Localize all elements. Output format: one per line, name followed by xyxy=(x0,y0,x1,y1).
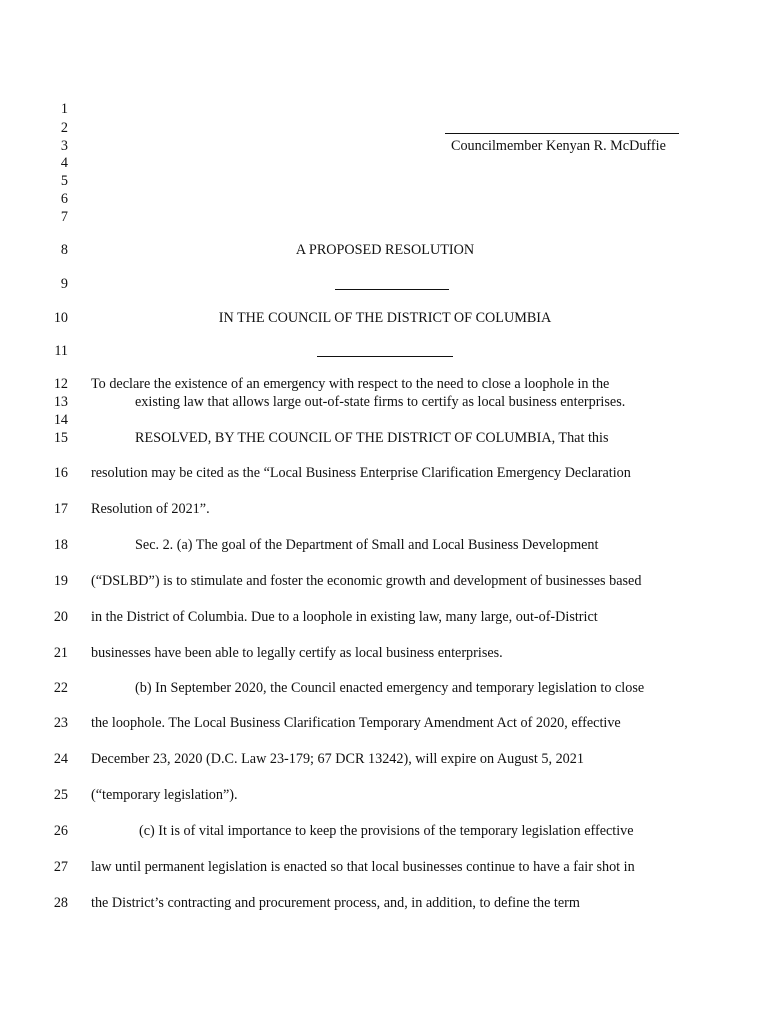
line-number: 6 xyxy=(60,191,68,207)
line-number: 23 xyxy=(53,715,68,731)
sponsor-name: Councilmember Kenyan R. McDuffie xyxy=(451,138,666,154)
heading-rule xyxy=(335,289,449,290)
council-heading: IN THE COUNCIL OF THE DISTRICT OF COLUMBIA xyxy=(218,310,552,326)
long-title-line: To declare the existence of an emergency with respect to the need to close a loophole in the xyxy=(91,376,610,392)
line-number: 10 xyxy=(53,310,68,326)
body-line: law until permanent legislation is enacted so that local businesses continue to have a fair shot in xyxy=(91,859,635,875)
line-number: 24 xyxy=(53,751,68,767)
body-line: businesses have been able to legally certify as local business enterprises. xyxy=(91,645,503,661)
line-number: 20 xyxy=(53,609,68,625)
body-line: December 23, 2020 (D.C. Law 23-179; 67 DCR 13242), will expire on August 5, 2021 xyxy=(91,751,584,767)
body-line: Resolution of 2021”. xyxy=(91,501,210,517)
signature-line xyxy=(445,133,679,134)
line-number: 13 xyxy=(53,394,68,410)
body-line: (b) In September 2020, the Council enacted emergency and temporary legislation to close xyxy=(135,680,645,696)
line-number: 7 xyxy=(60,209,68,225)
council-rule xyxy=(317,356,453,357)
body-line: resolution may be cited as the “Local Business Enterprise Clarification Emergency Declaration xyxy=(91,465,631,481)
line-number: 4 xyxy=(60,155,68,171)
line-number: 27 xyxy=(53,859,68,875)
line-number: 14 xyxy=(53,412,68,428)
body-line: RESOLVED, BY THE COUNCIL OF THE DISTRICT OF COLUMBIA, That this xyxy=(135,430,609,446)
body-line: in the District of Columbia. Due to a loophole in existing law, many large, out-of-District xyxy=(91,609,598,625)
resolution-heading: A PROPOSED RESOLUTION xyxy=(295,242,475,258)
line-number: 26 xyxy=(53,823,68,839)
line-number: 21 xyxy=(53,645,68,661)
line-number: 19 xyxy=(53,573,68,589)
line-number: 22 xyxy=(53,680,68,696)
body-line: (“temporary legislation”). xyxy=(91,787,238,803)
body-line: the District’s contracting and procurement process, and, in addition, to define the term xyxy=(91,895,580,911)
line-number: 18 xyxy=(53,537,68,553)
line-number: 8 xyxy=(60,242,68,258)
line-number: 2 xyxy=(60,120,68,136)
line-number: 28 xyxy=(53,895,68,911)
line-number: 9 xyxy=(60,276,68,292)
line-number: 1 xyxy=(60,101,68,117)
line-number: 11 xyxy=(54,343,68,359)
long-title-line: existing law that allows large out-of-state firms to certify as local business enterprises. xyxy=(135,394,626,410)
line-number: 25 xyxy=(53,787,68,803)
line-number: 3 xyxy=(60,138,68,154)
body-line: Sec. 2. (a) The goal of the Department of Small and Local Business Development xyxy=(135,537,599,553)
body-line: the loophole. The Local Business Clarification Temporary Amendment Act of 2020, effective xyxy=(91,715,621,731)
line-number: 5 xyxy=(60,173,68,189)
body-line: (“DSLBD”) is to stimulate and foster the economic growth and development of businesses based xyxy=(91,573,642,589)
line-number: 16 xyxy=(53,465,68,481)
line-number: 12 xyxy=(53,376,68,392)
line-number: 15 xyxy=(53,430,68,446)
body-line: (c) It is of vital importance to keep the provisions of the temporary legislation effective xyxy=(139,823,634,839)
line-number: 17 xyxy=(53,501,68,517)
